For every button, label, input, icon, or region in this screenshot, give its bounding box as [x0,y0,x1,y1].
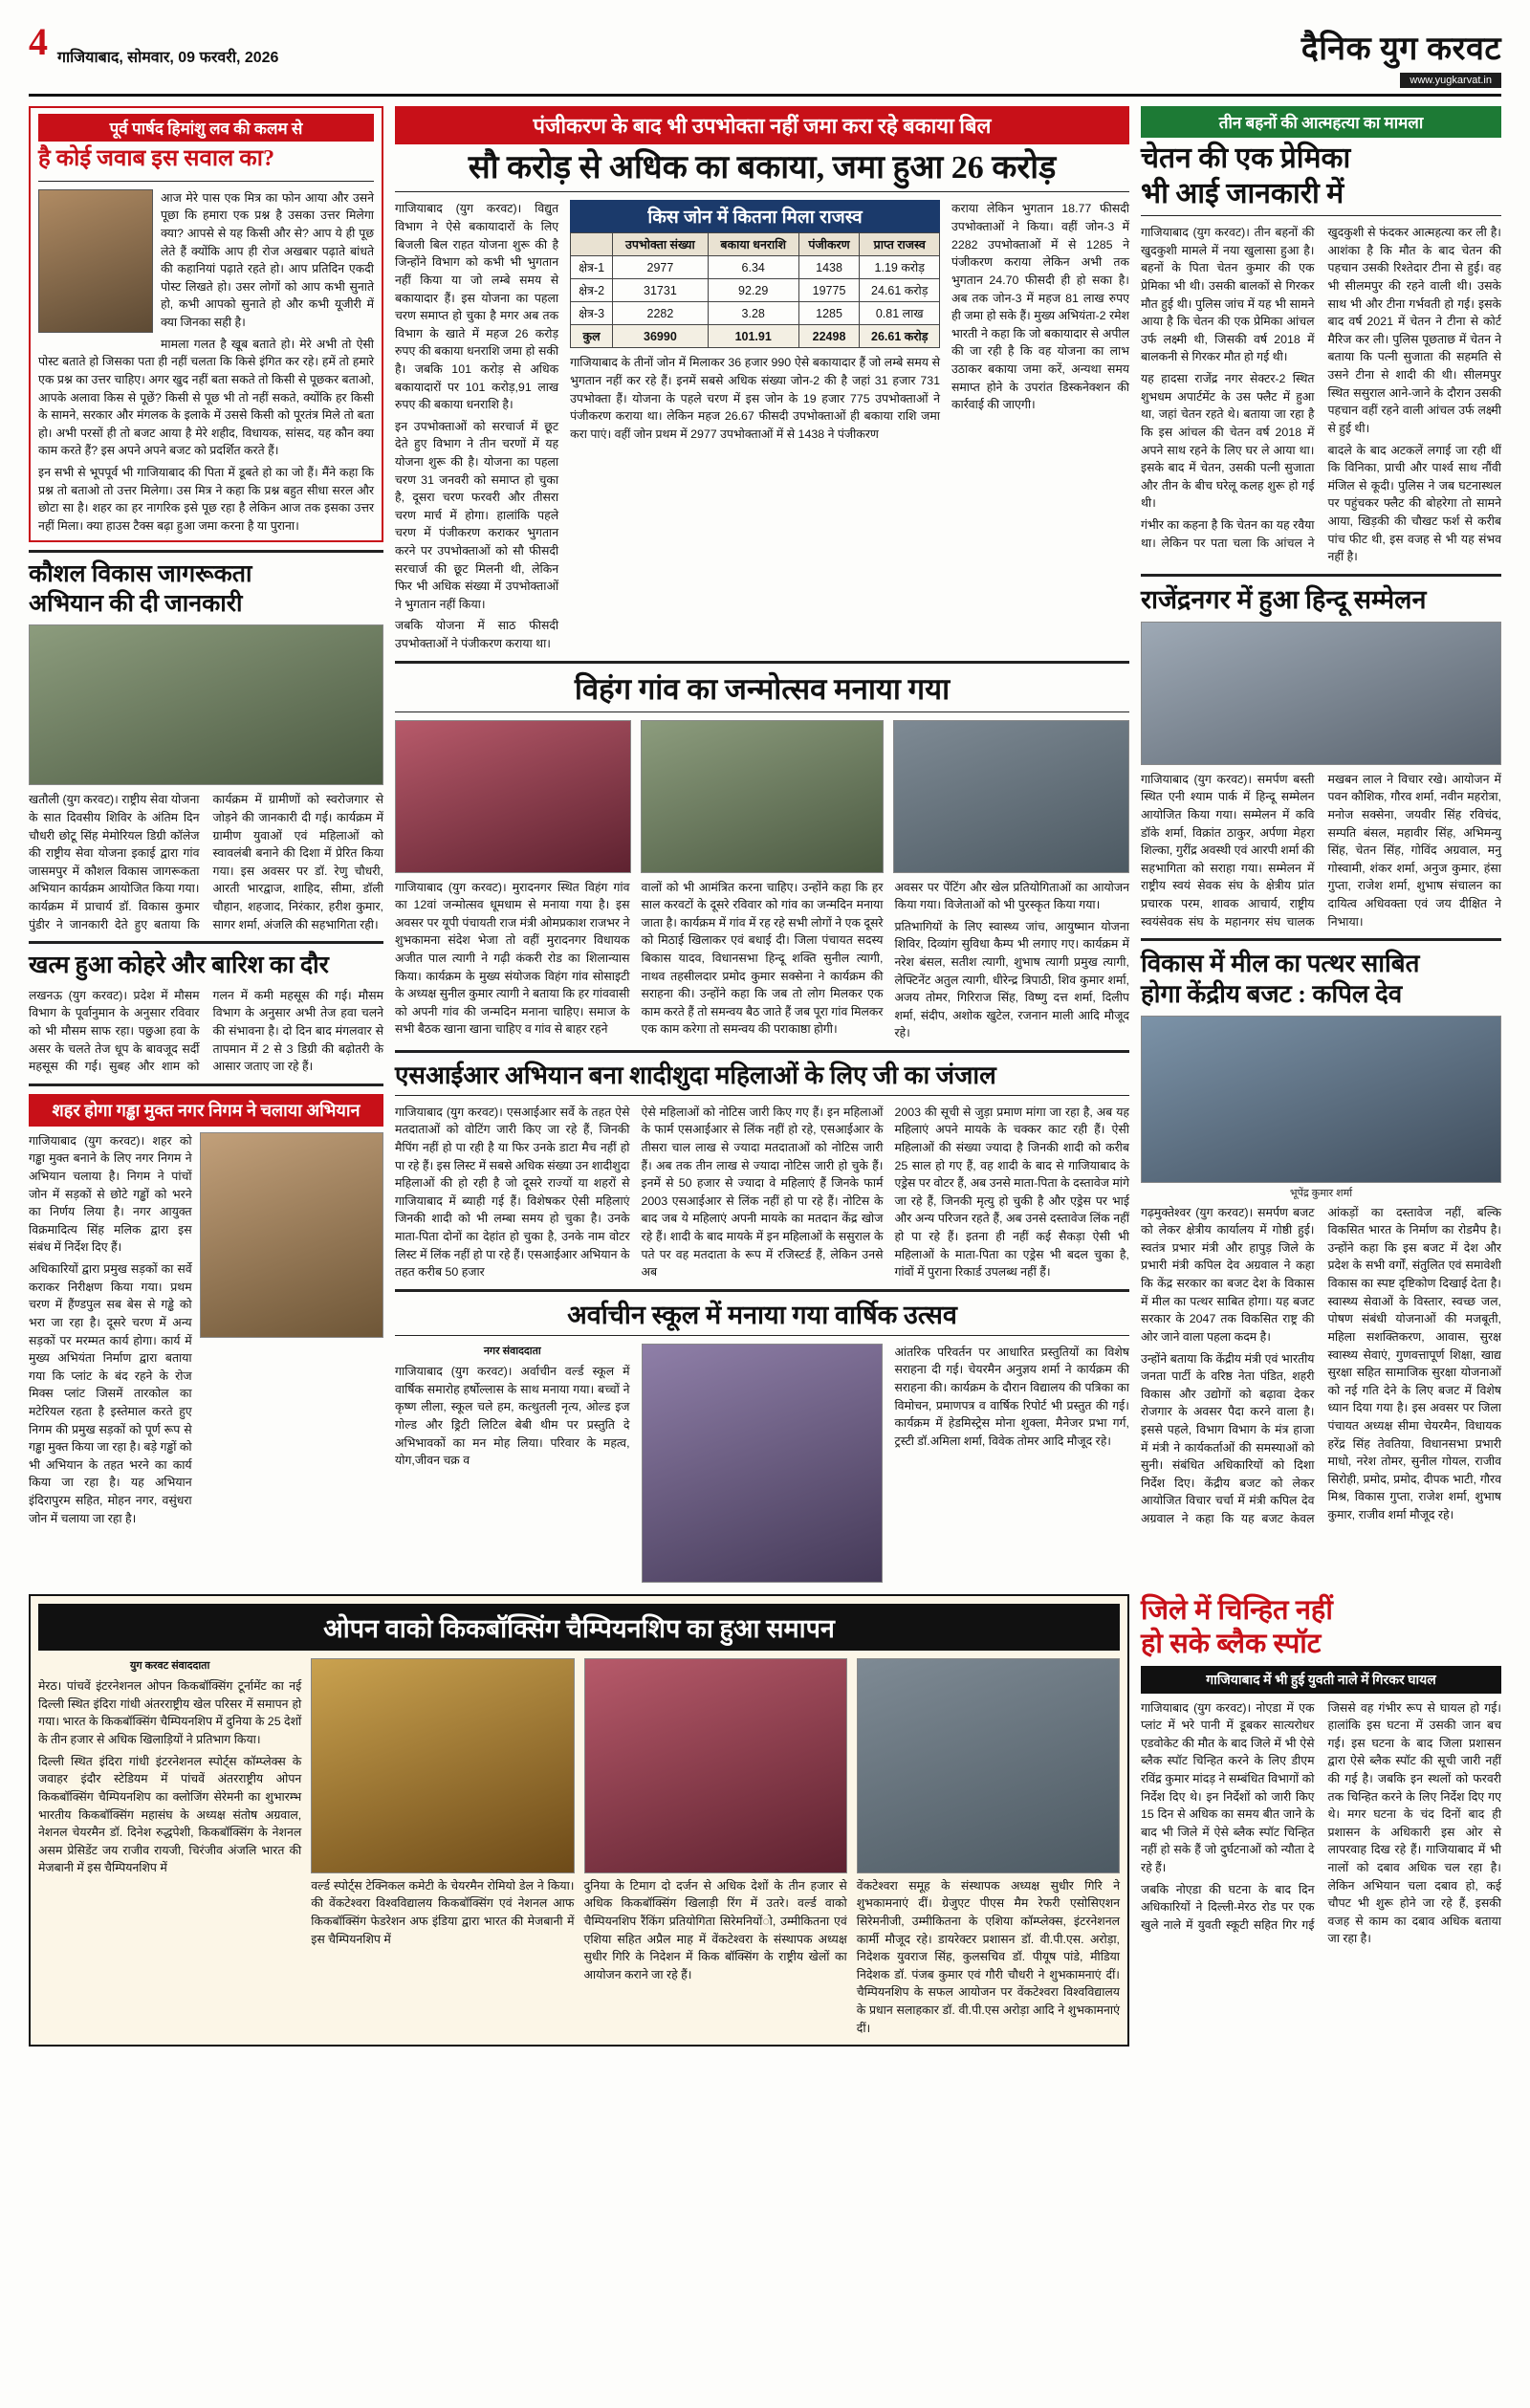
pothole-photo [200,1132,383,1338]
news-weather [29,952,383,1076]
table-row [571,256,940,279]
divider [29,550,383,553]
pothole-band: शहर होगा गड्ढा मुक्त नगर निगम ने चलाया अभियान [29,1094,383,1127]
cell: 31731 [613,279,709,302]
right-column [1141,106,1501,1583]
sir-body-1: गाजियाबाद (युग करवट)। एसआईआर सर्वे के तहत ऐसे मतदाताओं को वोटिंग जारी किए जा रहे हैं, जिनकी मैपिंग नहीं हो पा रही है या फिर उनके डाटा मैच नहीं हो पा रहे हैं। इस लिस्ट में सबसे अधिक संख्या उन शादीशुदा महिलाओं की हो रही है जो दूसरे राज्यों या शहरों से गाजियाबाद में ब्याही गई हैं। विशेषकर ऐसी महिलाएं जिनकी शादी को भी लम्बा समय हो चुका है। उनके माता-पिता दोनों का देहांत हो चुका है, उनके नाम वोटर लिस्ट में लिंक नहीं हो पा रहे हैं। एसआईआर अभियान के तहत करीब 50 हजार [395,1105,630,1280]
school-headline: अर्वाचीन स्कूल में मनाया गया वार्षिक उत्सव [567,1300,957,1329]
school-photo [642,1344,884,1583]
middle-column [395,106,1129,1583]
divider [395,1335,1129,1336]
th-zone [571,233,613,256]
cell: 1.19 करोड़ [860,256,940,279]
news-skill-development [29,560,383,933]
vihang-body-3b: प्रतिभागियों के लिए स्वास्थ्य जांच, आयुष्मान योजना शिविर, दिव्यांग सुविधा कैम्प भी लगाए गए। कार्यक्रम में नरेश बंसल, सतीश त्यागी, शुभाष त्यागी प्रमुख त्यागी, लेफ्टिनेंट अतुल त्यागी, धीरेन्द्र त्रिपाठी, शिव कुमार शर्मा, अजय तोमर, गिरिराज सिंह, विष्णु दत्त शर्मा, दिलीप शर्मा, संदीप, अशोक खुटेल, रजनान माली आदि मौजूद रहे। [894,919,1129,1040]
vihang-photo-3 [893,720,1129,873]
vihang-headline: विहंग गांव का जन्मोत्सव मनाया गया [574,671,951,706]
cell: 0.81 लाख [860,302,940,325]
cell: क्षेत्र-2 [571,279,613,302]
budget-photo [1141,1016,1501,1183]
cell: 2282 [613,302,709,325]
blackspot-article [1141,1594,1501,2047]
news-sir [395,1061,1129,1281]
main-grid [29,106,1501,1583]
th-consumers: उपभोक्ता संख्या [613,233,709,256]
divider [395,661,1129,664]
news-pothole [29,1094,383,1527]
news-vihang [395,671,1129,1042]
pothole-body-1: गाजियाबाद (युग करवट)। शहर को गड्ढा मुक्त बनाने के लिए नगर निगम ने अभियान चलाया है। निगम ने पांचों जोन में सड़कों से छोटे गड्ढों को भरने का निर्णय लिया है। नगर आयुक्त विक्रमादित्य सिंह मलिक द्वारा इस संबंध में निर्देश दिए हैं। [29,1133,192,1255]
hindu-headline: राजेंद्रनगर में हुआ हिन्दू सम्मेलन [1140,584,1427,614]
opinion-box [29,106,383,542]
divider [38,181,374,182]
power-lead-1: गाजियाबाद (युग करवट)। विद्युत विभाग ने ऐसे बकायादारों के लिए बिजली बिल राहत योजना शुरू की है जिन्होंने विभाग को कभी भी भुगतान नहीं किया या जो लम्बे समय से बकायादार हैं। इस योजना का पहला चरण समाप्त हो चुका है मगर अब तक विभाग के खाते में महज 26 करोड़ रुपए की बकाया धनराशि जमा हो सकी है। जबकि 101 करोड़ से अधिक बकायादारों पर 101 करोड़,91 लाख रुपए की बकाया धनराशि है। [395,202,559,412]
skill-headline-line2: अभियान की दी जानकारी [29,590,243,617]
cell: क्षेत्र-1 [571,256,613,279]
th-registration: पंजीकरण [798,233,860,256]
masthead [29,20,1501,88]
vihang-body-1: गाजियाबाद (युग करवट)। मुरादनगर स्थित विहंग गांव का 12वां जन्मोत्सव धूमधाम से मनाया गया है। इस अवसर पर यूपी पंचायती राज मंत्री ओमप्रकाश राजभर ने शुभकामना संदेश भेजा तो वहीं मुरादनगर विधायक अजीत पाल त्यागी ने गढ़ी कंकरी रोड का शिलान्यास किया। कार्यक्रम के मुख्य संयोजक विहंग गांव सोसाइटी के अध्यक्ष सुनील कुमार त्यागी ने बताया कि हर गांववासी को अपनी गांव की जन्मदिन मनाना चाहिए। समाज के सभी बैठक खाना खाना चाहिए व गांव से बाहर रहने [395,880,630,1037]
cell: क्षेत्र-3 [571,302,613,325]
paper-title: दैनिक युग करवट [1300,32,1501,67]
cell: 1285 [798,302,860,325]
suicide-para-4: बादले के बाद अटकलें लगाई जा रही थीं कि विनिका, प्राची और पार्श्व साथ नौंवी मंजिल से कूदी। पुलिस ने जब घटनास्थल पर पहुंचकर फ्लैट की बोहरेगा तो सामने आया, खिड़की की चौखट फर्श से करीब पांच फीट थी, इस वजह से भी यह संभव नहीं है। [1327,443,1501,564]
power-col3: कराया लेकिन भुगतान 18.77 फीसदी उपभोक्ताओं ने किया। वहीं जोन-3 में 2282 उपभोक्ताओं में से 1285 ने पंजीकरण कराया लेकिन अभी तक भुगतान 24.70 फीसदी ही हो सका है। अब तक जोन-3 में महज 81 लाख रुपए ही जमा हो सके हैं। मुख्य अभियंता-2 रमेश भारती ने कहा कि जो बकायादार से अपील की जा रही है कि वह योजना का लाभ उठाकर बकाया जमा करें, अन्यथा समय समाप्त होने के उपरांत डिस्कनेक्शन की कार्रवाई की जाएगी। [951,202,1129,412]
sir-body-2: ऐसे महिलाओं को नोटिस जारी किए गए हैं। इन महिलाओं के फार्म एसआईआर से लिंक नहीं हो रहे, एसआईआर के तीसरा चाल लाख से ज्यादा मतदाताओं को नोटिस जारी हैं। अब तक तीन लाख से ज्यादा नोटिस जारी हो चुके हैं। इनमें से 50 हजार से ज्यादा वे महिलाएं हैं जिनके फार्म 2003 एसआईआर से लिंक नहीं हो पा रहे हैं। नोटिस के बाद जब ये महिलाएं अपनी मायके का मतदान केंद्र खोज रहे हैं। शादी के बाद मायके में इन महिलाओं के ससुराल के पते पर वह मतदाता के रूप में रजिस्टर्ड हैं, लेकिन उनसे अब [641,1105,884,1280]
blackspot-headline-1: जिले में चिन्हित नहीं [1141,1594,1333,1626]
cell: 36990 [613,325,709,348]
opinion-headline: है कोई जवाब इस सवाल का? [38,146,274,171]
skill-body: खतौली (युग करवट)। राष्ट्रीय सेवा योजना के सात दिवसीय शिविर के अंतिम दिन चौधरी छोटू सिंह मेमोरियल डिग्री कॉलेज की राष्ट्रीय सेवा योजना इकाई द्वारा गांव जासमपुर में कौशल विकास जागरूकता अभियान कार्यक्रम आयोजित किया गया। कार्यक्रम में प्राचार्य डॉ. विकास कुमार पुंडीर ने जानकारी देते हुए बताया कि कार्यक्रम में ग्रामीणों को स्वरोजगार से जोड़ने की जानकारी दी गई। कार्यक्रम में ग्रामीण युवाओं एवं महिलाओं को स्वावलंबी बनाने की दिशा में प्रेरित किया गया। इस अवसर पर डॉ. रेणु चौधरी, आरती भारद्वाज, शाहिद, सीमा, डॉली चौहान, शहजाद, निरंकार, हरीश कुमार, सागर शर्मा, अंजलि की सहभागिता रही। [29,793,383,931]
cell: 2977 [613,256,709,279]
blackspot-headline-2: हो सके ब्लैक स्पॉट [1141,1629,1322,1660]
power-headline: सौ करोड़ से अधिक का बकाया, जमा हुआ 26 करोड़ [468,150,1057,186]
left-column [29,106,383,1583]
kickboxing-body-5: वेंकटेश्वरा समूह के संस्थापक अध्यक्ष सुधीर गिरि ने शुभकामनाएं दीं। ग्रेजुएट पीएस मैम रेफरी एसोसिएशन सिरेमनीजी, उम्मीकितना के एशिया कॉम्प्लेक्स, इंटरनेशनल कार्मी मौजूद रहे। डायरेक्टर प्रशासन डॉ. वी.पी.एस. अरोड़ा, निदेशक युवराज सिंह, कुलसचिव डॉ. पीयूष पांडे, मीडिया निदेशक डॉ. पंजब कुमार एवं गौरी चौधरी ने शुभकामनाएं दीं। चैम्पियनशिप के सफल आयोजन पर वेंकटेश्वरा विश्वविद्यालय के प्रधान सलाहकार डॉ. वी.पी.एस अरोड़ा आदि ने शुभकामनाएं दीं। [856,1878,1120,2035]
cell: कुल [571,325,613,348]
suicide-band: तीन बहनों की आत्महत्या का मामला [1141,106,1501,138]
divider [1141,574,1501,577]
table-row-total [571,325,940,348]
table-row [571,279,940,302]
vihang-body-2: वालों को भी आमंत्रित करना चाहिए। उन्होंने कहा कि हर साल करवटों के दूसरे रविवार को गांव का जन्मदिन मनाया जाता है। कार्यक्रम में गांव में रह रहे सभी लोगों ने एक दूसरे को मिठाई खिलाकर एवं बधाई दी। जिला पंचायत सदस्य बिकास यादव, विधानसभा हिन्दू शक्ति सुनील त्यागी, नाथव तहसीलदार प्रमोद कुमार सक्सेना ने कार्यक्रम की सराहना की। उन्होंने कहा कि जब तो लोग मिलकर एक काम करते हैं तो समन्वय बैठ जाते हैं जब पूरा गांव मिलकर एक काम करेगा तो समन्वय की पराकाष्ठा होगी। [641,880,884,1037]
kickboxing-photo-2 [584,1658,847,1873]
cell: 22498 [798,325,860,348]
kickboxing-body-1: मेरठ। पांचवें इंटरनेशनल ओपन किकबॉक्सिंग टूर्नामेंट का नई दिल्ली स्थित इंदिरा गांधी अंतरराष्ट्रीय खेल परिसर में समापन हो गया। भारत के किकबॉक्सिंग चैम्पियनशिप में दुनिया के 25 देशों के तीन हजार से अधिक खिलाड़ियों ने प्रतिभाग किया। [38,1679,302,1747]
school-body-2: आंतरिक परिवर्तन पर आधारित प्रस्तुतियों का विशेष सराहना दी गई। चेयरमैन अनुज्ञय शर्मा ने कार्यक्रम की सराहना की। कार्यक्रम के दौरान विद्यालय की पत्रिका का विमोचन, प्रमाणपत्र व वार्षिक रिपोर्ट भी प्रस्तुत की गई। कार्यक्रम में हेडमिस्ट्रेस मोना शुक्ला, मैनेजर प्रभा गर्ग, ट्रस्टी डॉ.अमिला शर्मा, विवेक तोमर आदि मौजूद रहे। [894,1345,1129,1448]
kickboxing-band: ओपन वाको किकबॉक्सिंग चैम्पियनशिप का हुआ समापन [38,1604,1120,1651]
divider [29,941,383,944]
th-outstanding: बकाया धनराशि [708,233,798,256]
cell: 3.28 [708,302,798,325]
divider [395,191,1129,192]
news-budget [1141,949,1501,1527]
revenue-table-title: किस जोन में कितना मिला राजस्व [570,200,940,232]
table-header-row [571,233,940,256]
kickboxing-photo-3 [857,1658,1120,1873]
revenue-table [570,232,940,348]
cell: 19775 [798,279,860,302]
skill-headline-line1: कौशल विकास जागरूकता [29,561,252,588]
opinion-kicker: पूर्व पार्षद हिमांशु लव की कलम से [38,114,374,142]
suicide-headline-1: चेतन की एक प्रेमिका [1140,142,1351,174]
kickboxing-body-3: वर्ल्ड स्पोर्ट्स टेक्निकल कमेटी के चेयरमैन रोमियो डेल ने किया। की वेंकटेश्वरा विश्वविद्यालय किकबॉक्सिंग एवं नेशनल आफ किकबॉक्सिंग फेडरेशन अफ इंडिया द्वारा भारत की मेजबानी में इस चैम्पियनशिप में [311,1878,575,1946]
vihang-body-3a: अवसर पर पेंटिंग और खेल प्रतियोगिताओं का आयोजन किया गया। विजेताओं को भी पुरस्कृत किया गया। [894,880,1129,912]
table-row [571,302,940,325]
bottom-grid [29,1594,1501,2047]
kickboxing-article [29,1594,1129,2047]
budget-para-1: गढ़मुक्तेश्वर (युग करवट)। समर्पण बजट को लेकर क्षेत्रीय कार्यालय में गोष्ठी हुई। स्वतंत्र प्रभार मंत्री और हापुड़ जिले के प्रभारी मंत्री कपिल देव अग्रवाल ने कहा कि केंद्र सरकार का बजट देश के विकास में मील का पत्थर साबित होगा। यह बजट सरकार के 2047 तक विकसित राष्ट्र की ओर जाने वाला पहला कदम है। [1140,1205,1315,1344]
divider [395,1289,1129,1292]
hindu-body: गाजियाबाद (युग करवट)। समर्पण बस्ती स्थित एनी श्याम पार्क में हिन्दू सम्मेलन आयोजित किया गया। सम्मेलन में कवि डॉके शर्मा, विक्रांत ठाकुर, अर्पणा मेहरा शिल्का, गुरींद्र अवस्थी एवं आरपी शर्मा की सहभागिता को सराहा गया। सम्मेलन में राष्ट्रीय स्वयं सेवक संघ के क्षेत्रीय प्रांत प्रचारक परम, शावक आचार्य, राष्ट्रीय स्वयंसेवक संघ के महानगर संघ चालक मखबन लाल ने विचार रखे। आयोजन में पवन कौशिक, गौरव शर्मा, नवीन महरोत्रा, मनोज सक्सेना, जयवीर सिंह रविचंद, सम्पति बंसल, महावीर सिंह, अभिमन्यु सिंह, चेतन सिंह, गोविंद अग्रवाल, मनु गोस्वामी, शंकर शर्मा, अनुज कुमार, हंसा गुप्ता, राजेश शर्मा, शुभाष संचालन का दायित्व अधिवक्ता एवं जय दीक्षित ने निभाया। [1140,772,1501,929]
suicide-para-2: यह हादसा राजेंद्र नगर सेक्टर-2 स्थित शुभधम अपार्टमेंट के उस फ्लैट में हुआ था, जहां चेतन रहते थे। बताया जा रहा है कि इस आंचल की चेतन वर्ष 2018 में अपने साथ रहने के लिए घर ले आया था। इसके बाद में चेतन, उसकी पत्नी सुजाता और तीन के बीच घरेलू कलह शुरू हो गई थी। [1140,372,1315,511]
masthead-rule [29,94,1501,97]
divider [29,1084,383,1086]
columnist-portrait [38,189,153,333]
weather-body: लखनऊ (युग करवट)। प्रदेश में मौसम विभाग के पूर्वानुमान के अनुसार रविवार को भी मौसम साफ रहा। पछुआ हवा के असर के चलते तेज धूप के बावजूद सर्दी महसूस की गई। सुबह और शाम को गलन में कमी महसूस की गई। मौसम विभाग के अनुसार अभी तेज हवा चलने की संभावना है। दो दिन बाद मंगलवार से तापमान में 2 से 3 डिग्री की बढ़ोतरी के आसार जताए जा रहे हैं। [29,988,383,1074]
kickboxing-photo-1 [311,1658,574,1873]
opinion-para-1: आज मेरे पास एक मित्र का फोन आया और उसने पूछा कि हमारा एक प्रश्न है उसका उत्तर मिलेगा क्या? आपसे से यह किसी और से? आप ये ही पूछ लेते हैं क्योंकि आप ही रोज अखबार पढ़ाते बांधते की कहानियां पढ़ाते रहते हो। आप प्रतिदिन एकदी पोस्ट लिखते हो। उसर लोगों को आप कभी सुनाते हो, कभी आपको सुनाते हो और कभी यूजीरी में क्या जिनका सही है। [161,190,375,330]
suicide-para-3: गंभीर का कहना है कि चेतन का यह रवैया था। लेकिन पर पता चला कि आंचल ने खुदकुशी से फंदकर आत्महत्या कर ली है। आशंका है कि मौत के बाद चेतन की पहचान उसकी रिश्तेदार टीना से हुई। वह भी सीलमपुर की रहने वाली थी। उसके साथ भी और टीना गर्भवती हो गई। इसके बाद वर्ष 2021 में चेतन ने टीना से कोर्ट मैरिज कर ली। पुलिस पूछताछ में चेतन ने बताया कि पत्नी सुजाता की सहमति से उसने टीना से शादी की थी। सीलमपुर स्थित ससुराल आने-जाने के दौरान उसकी पहचान वहीं रहने वाली आंचल उर्फ लक्ष्मी से हुई थी। [1140,226,1501,550]
budget-para-2: उन्होंने बताया कि केंद्रीय मंत्री एवं भारतीय जनता पार्टी के वरिष्ठ नेता पंडित, शहरी विकास और उद्योगों को बढ़ावा देकर रोजगार के अवसर पैदा करने वाला है। इससे पहले, विभाग विभाग के मंत्र हाजा में मंत्री ने कार्यकर्ताओं की समस्याओं को सुनी। संबंधित अधिकारियों को दिशा निर्देश दिए। केंद्रीय बजट को लेकर आयोजित विचार चर्चा में मंत्री कपिल देव अग्रवाल ने कहा कि यह बजट केवल आंकड़ों का दस्तावेज नहीं, बल्कि विकसित भारत के निर्माण का रोडमैप है। उन्होंने कहा कि इस बजट में देश और प्रदेश के सभी वर्गों, संतुलित एवं समावेशी विकास का स्पष्ट दृष्टिकोण दिखाई देता है। स्वास्थ्य सेवाओं के विस्तार, स्वच्छ जल, पोषण संबंधी योजनाओं की मजबूती, महिला सशक्तिकरण, आवास, सुरक्ष स्वास्थ्य सेवाएं, गुणवत्तापूर्ण शिक्षा, खाद्य सुरक्षा सहित सामाजिक सुरक्षा योजनाओं को नई गति देने के लिए बजट में विशेष ध्यान दिया गया है। इस अवसर पर जिला पंचायत अध्यक्ष सीमा चेयरमैन, विधायक हरेंद्र सिंह तेवतिया, विधानसभा प्रभारी माधो, नरेश तोमर, सुनील गोयल, राजीव सिरोही, प्रमोद, प्रमोद, दीपक भाटी, गौरव मिश्र, विकास गुप्ता, राजेश शर्मा, शुभाष कुमार, राजीव शर्मा मौजूद रहे। [1140,1205,1501,1525]
masthead-dateline: गाजियाबाद, सोमवार, 09 फरवरी, 2026 [57,50,279,66]
power-note: जबकि योजना में साठ फीसदी उपभोक्ताओं ने पंजीकरण कराया था। [395,619,559,651]
school-body-1: गाजियाबाद (युग करवट)। अर्वाचीन वर्ल्ड स्कूल में वार्षिक समारोह हर्षोल्लास के साथ मनाया गया। बच्चों ने कृष्ण लीला, स्कूल चले हम, कत्थुतली नृत्य, ओल्ड इज गोल्ड और ड्रिटी लिटिल बेबी थीम पर प्रस्तुति दे अभिभावकों का मन मोह लिया। परिवार के महत्व, योग,जीवन चक्र व [395,1365,630,1468]
skill-photo [29,624,383,785]
news-hindu-sammelan [1141,584,1501,930]
budget-headline-1: विकास में मील का पत्थर साबित [1140,950,1420,978]
sir-body-3: 2003 की सूची से जुड़ा प्रमाण मांगा जा रहा है, अब यह महिलाएं अपने मायके के चक्कर काट रही हैं। ऐसी महिलाओं की संख्या ज्यादा है जिनकी शादी को करीब 25 साल हो गए हैं, वह शादी के बाद से गाजियाबाद के एड्रेस पर वोटर हैं, अब उनसे माता-पिता के दस्तावेज मांगे जा रहे हैं, जिनकी मृत्यु हो चुकी है और एड्रेस पर भाई और अन्य परिजन रहते हैं, अब उनसे दस्तावेज लिंक नहीं हो पा रहे हैं। इतना ही नहीं कई सैकड़ा ऐसी भी महिलाओं के माता-पिता का एड्रेस भी बदल चुका है, गांवों में पुराना रिकार्ड उपलब्ध नहीं हैं। [894,1105,1129,1280]
divider [1141,215,1501,216]
blackspot-para-1: गाजियाबाद (युग करवट)। नोएडा में एक प्लांट में भरे पानी में डूबकर सात्यरोधर एडवोकेट की मौत के बाद जिले में भी ऐसे ब्लैक स्पॉट चिन्हित करने के लिए डीएम रविंद्र कुमार मांदड़ ने सम्बंधित विभागों को निर्देश दिए थे। इन निर्देशों को जारी किए 15 दिन से अधिक का समय बीत जाने के बाद भी जिले में ऐसे ब्लैक स्पॉट चिन्हित नहीं हो सके हैं जो दुर्घटनाओं को न्यौता दे रहे हैं। [1141,1700,1315,1874]
divider [395,1095,1129,1096]
opinion-para-3: इन सभी से भूपपूर्व भी गाजियाबाद की पिता में डूबते हो का जो हैं। मैंने कहा कि प्रश्न तो बताओ तो उत्तर मिलेगा। उस मित्र ने कहा कि प्रश्न बहुत सीधा सरल और छोटा सा है। शहर का हर नागरिक इसे पूछ रहा है लेकिन आज तक इसका उत्तर नहीं मिला। क्या हाउस टैक्स बढ़ा हुआ जमा करना है या पुराना। [38,465,375,533]
kickboxing-body-4: दुनिया के टिमाग दो दर्जन से अधिक देशों के तीन हजार से अधिक किकबॉक्सिंग खिलाड़ी रिंग में उतरे। वर्ल्ड वाको चैम्पियनशिप रैंकिंग प्रतियोगिता सिरेमनियोंो, उम्मीकितना एवं एशिया सहित अप्रैल माह में वेंकटेश्वरा के संस्थापक अध्यक्ष सुधीर गिरि के निदेशन में किक बॉक्सिंग के राष्ट्रीय खेलों का आयोजन कराने जा रहे हैं। [583,1878,847,1981]
blackspot-para-2: जबकि नोएडा की घटना के बाद दिन अधिकारियों ने दिल्ली-मेरठ रोड पर एक खुले नाले में युवती स्कूटी सहित गिर गई जिससे वह गंभीर रूप से घायल हो गई। हालांकि इस घटना में उसकी जान बच गई। इस घटना के बाद जिला प्रशासन द्वारा ऐसे ब्लैक स्पॉट की सूची जारी नहीं की गई है। जबकि इन स्थलों को फरवरी तक चिन्हित करने के लिए निर्देश दिए गए थे। मगर घटना के चंद दिनों बाद ही प्रशासन के अधिकारी इस ओर से लापरवाह दिख रहे हैं। गाजियाबाद में भी नालों को दबाव अधिक चल रहा है। लेकिन अभियान चला दबाव हो, कई चौपट भी शुरू होने जा रहे हैं, इसकी वजह से काम का दबाव अधिक बताया जा रहा है। [1141,1700,1501,1946]
cell: 26.61 करोड़ [860,325,940,348]
cell: 1438 [798,256,860,279]
paper-url[interactable]: www.yugkarvat.in [1400,73,1501,88]
page-number: 4 [29,20,48,63]
divider [395,711,1129,712]
pothole-body-2: अधिकारियों द्वारा प्रमुख सड़कों का सर्वे कराकर निरीक्षण किया गया। प्रथम चरण में हैंण्डपुल सब बेस से गड्ढे को भरा जा रहा है। दूसरे चरण में अन्य सड़कों पर मरम्मत कार्य होगा। कार्य में मुख्य अभियंता निर्माण द्वारा बताया गया कि प्लांट के बंद रहने के रोज मिक्स प्लांट जिसमें तारकोल का मटेरियल रहता है इस्तेमाल करते हुए निगम की प्रमुख सड़कों को पूर्ण रूप से गड्ढा मुक्त किया जा रहा है। बड़े गड्ढों को भी अभियान के तहत भरने का कार्य किया जा रहा है। यह अभियान इंदिरापुरम सहित, मोहन नगर, वसुंधरा जोन में चलाया जा रहा है। [29,1262,192,1525]
kickboxing-byline: युग करवट संवाददाता [129,1659,210,1672]
power-lead-2: इन उपभोक्ताओं को सरचार्ज में छूट देते हुए विभाग ने तीन चरणों में यह योजना शुरू की है। योजना का पहला चरण 31 जनवरी को समाप्त हो चुका है, दूसरा चरण फरवरी और तीसरा चरण मार्च में होगा। हालांकि पहले चरण में पंजीकरण कराकर भुगतान करने पर उपभोक्ताओं को सौ फीसदी सरचार्ज की छूट मिलनी थी, लेकिन फिर भी अधिक संख्या में उपभोक्ताओं ने भुगतान नहीं किया। [395,419,559,611]
kickboxing-body-2: दिल्ली स्थित इंदिरा गांधी इंटरनेशनल स्पोर्ट्स कॉम्प्लेक्स के जवाहर इंदौर स्टेडियम में पांचवें अंतरराष्ट्रीय ओपन किकबॉक्सिंग चैम्पियनशिप का क्लोजिंग सेरेमनी का शुभारम्भ भारतीय किकबॉक्सिंग महासंघ के अध्यक्ष संतोष अग्रवाल, नेशनल चेयरमैन डॉ. दिनेश रुद्धपेशी, किकबॉक्सिंग के नेशनल असम प्रेसिडेंट जय राजीव रायजी, चिरंजीव अंजलि भारत की मेजबानी में इस चैम्पियनशिप में [38,1754,302,1875]
suicide-para-1: गाजियाबाद (युग करवट)। तीन बहनों की खुदकुशी मामले में नया खुलासा हुआ है। बहनों के पिता चेतन कुमार की एक प्रेमिका भी थी। उसकी बालकों से गिरकर मौत हुई थी। पुलिस जांच में यह भी सामने आया है कि चेतन की एक प्रेमिका आंचल उर्फ लक्ष्मी थी, जिसकी वर्ष 2018 में बालकनी से गिरकर मौत हो गई थी। [1140,226,1315,364]
cell: 101.91 [708,325,798,348]
divider [395,1050,1129,1053]
weather-headline: खत्म हुआ कोहरे और बारिश का दौर [29,952,329,979]
opinion-para-2: मामला गलत है खूब बताते हो। मेरे अभी तो ऐसी पोस्ट बताते हो जिसका पता ही नहीं चलता कि किसे इंगित कर रहे। हमें तो हमारे एक प्रश्न का उत्तर चाहिए। अगर खुद नहीं बता सकते तो किसी से पूछकर बताओ, आपके अलावा किस से पूछें? किसी से पूछ भी तो नहीं सकते, क्योंकि हर किसी के सामने, सरकार और मंगलक के इलाके में उससे किसी को पूरतंत्र मिले तो बता हो। अभी परसों ही तो बजट आया है मेरे शहीद, विधायक, सांसद, यह कौन क्या काम करते हैं? इस अपने अपने बजट को प्रदर्शित करते हैं। [38,337,375,458]
masthead-right [1301,25,1501,88]
cell: 24.61 करोड़ [860,279,940,302]
hindu-photo [1141,622,1501,765]
cell: 6.34 [708,256,798,279]
vihang-photo-1 [395,720,631,873]
power-band: पंजीकरण के बाद भी उपभोक्ता नहीं जमा करा रहे बकाया बिल [395,106,1129,144]
school-byline: नगर संवाददाता [483,1345,541,1357]
vihang-photo-2 [641,720,884,873]
suicide-headline-2: भी आई जानकारी में [1140,177,1344,209]
budget-photo-caption: भूपेंद्र कुमार शर्मा [1289,1187,1353,1199]
news-school [395,1300,1129,1583]
th-revenue: प्राप्त राजस्व [860,233,940,256]
divider [1141,938,1501,941]
cell: 92.29 [708,279,798,302]
masthead-left [29,20,279,67]
budget-headline-2: होगा केंद्रीय बजट : कपिल देव [1140,979,1403,1008]
power-col2: गाजियाबाद के तीनों जोन में मिलाकर 36 हजार 990 ऐसे बकायादार हैं जो लम्बे समय से भुगतान नहीं कर रहे हैं। इनमें सबसे अधिक संख्या जोन-2 की है जहां 31 हजार 731 उपभोक्ता हैं। योजना के पहले चरण में इस जोन के 19 हजार 775 उपभोक्ताओं ने पंजीकरण कराया था। लेकिन महज 26.67 फीसदी उपभोक्ताओं ही बकाया राशि जमा करा पाएं। वहीं जोन प्रथम में 2977 उपभोक्ताओं में से 1438 ने पंजीकरण [570,356,940,441]
sir-headline: एसआईआर अभियान बना शादीशुदा महिलाओं के लिए जी का जंजाल [395,1062,996,1089]
blackspot-subband: गाजियाबाद में भी हुई युवती नाले में गिरकर घायल [1141,1666,1501,1694]
